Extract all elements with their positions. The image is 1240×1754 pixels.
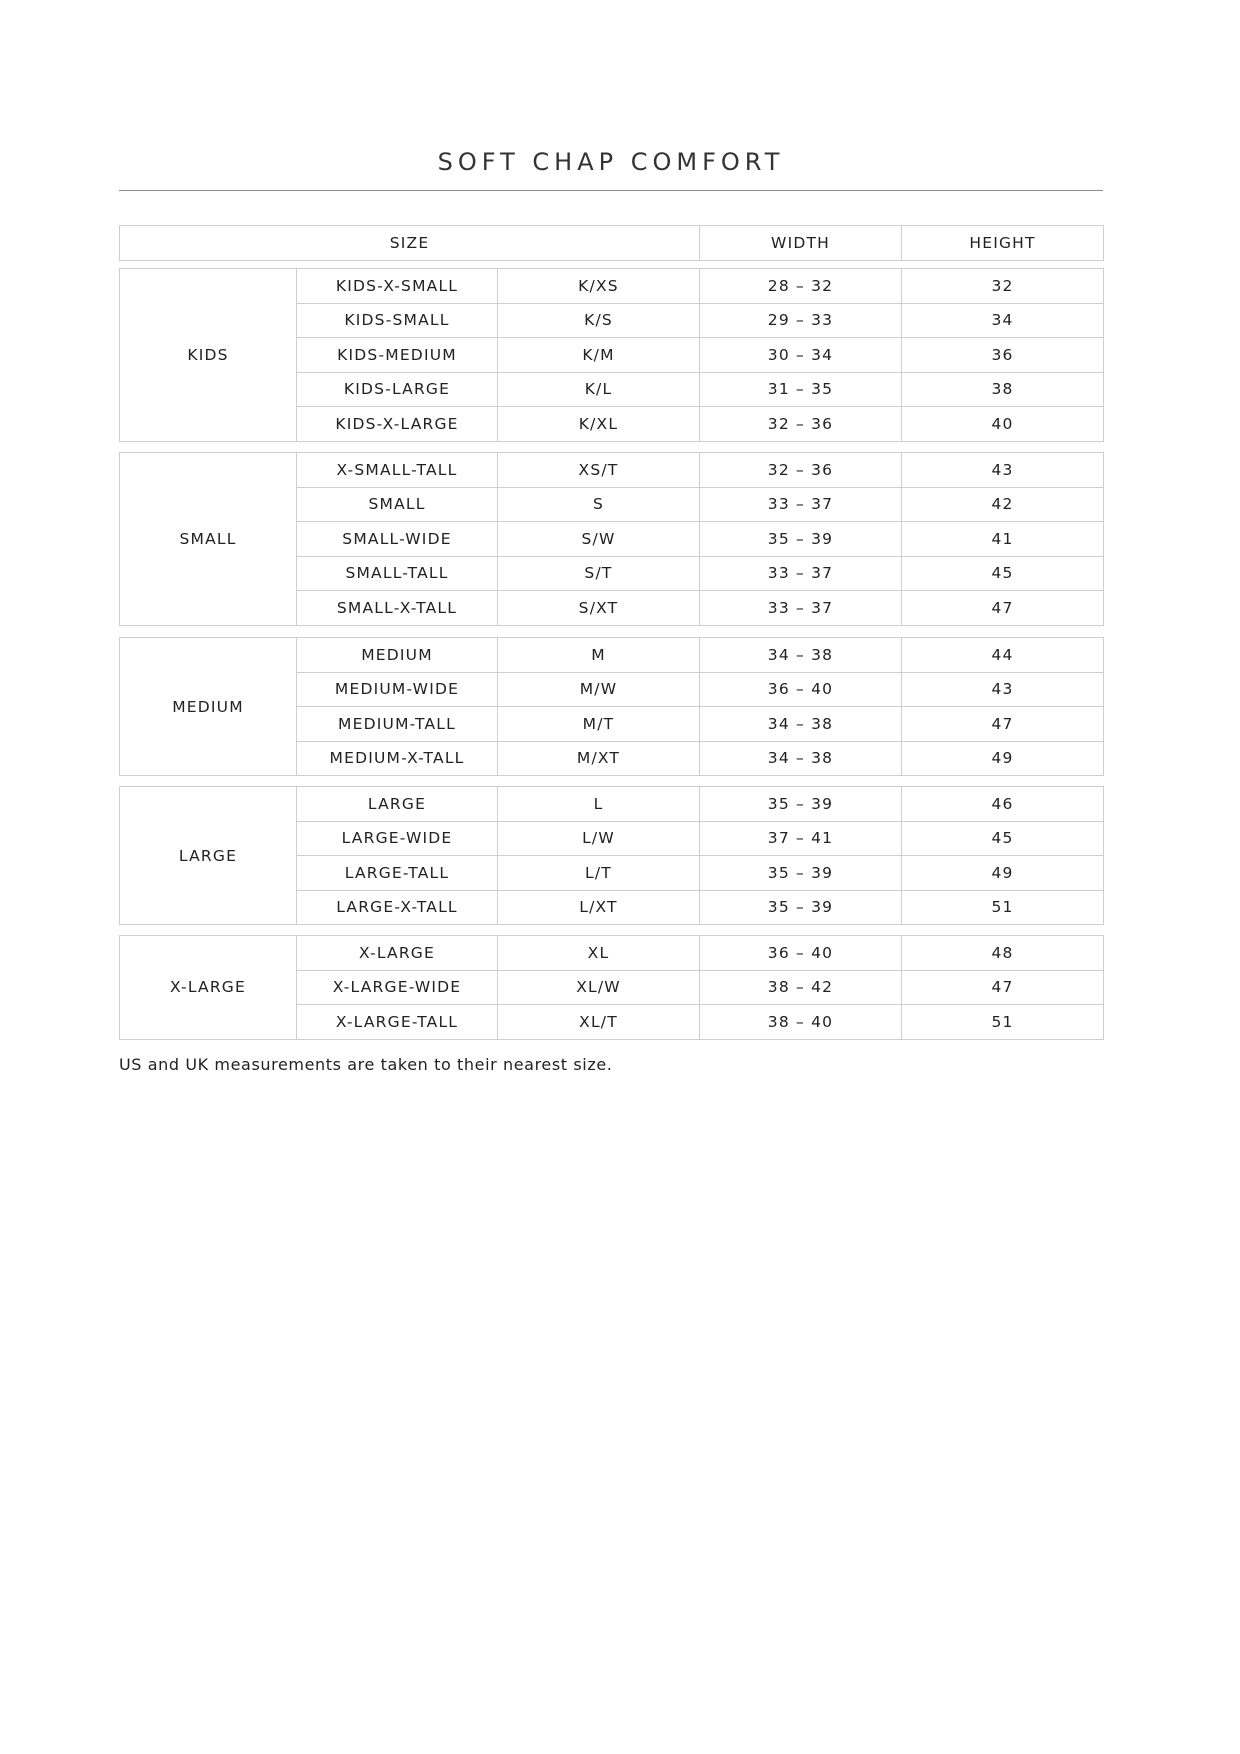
size-group-large [119,786,1104,925]
size-name: KIDS-X-LARGE [297,407,498,442]
size-name: X-LARGE-WIDE [297,970,498,1005]
size-code: L/T [498,856,700,891]
group-label: SMALL [120,453,297,626]
height-value: 43 [902,453,1104,488]
size-code: M/T [498,707,700,742]
size-code: S [498,487,700,522]
size-group-x-large [119,935,1104,1040]
size-name: LARGE-TALL [297,856,498,891]
height-value: 32 [902,269,1104,304]
size-code: K/XL [498,407,700,442]
group-label: MEDIUM [120,638,297,776]
height-value: 51 [902,1005,1104,1040]
height-value: 46 [902,787,1104,822]
size-code: S/W [498,522,700,557]
height-value: 40 [902,407,1104,442]
header-row [120,226,1104,261]
group-label: KIDS [120,269,297,442]
height-value: 47 [902,707,1104,742]
size-name: KIDS-MEDIUM [297,338,498,373]
size-code: XL/T [498,1005,700,1040]
width-value: 36 – 40 [700,936,902,971]
size-group-kids [119,268,1104,442]
width-value: 36 – 40 [700,672,902,707]
height-value: 36 [902,338,1104,373]
height-value: 43 [902,672,1104,707]
table-row [120,936,1104,971]
size-code: K/M [498,338,700,373]
size-name: X-LARGE-TALL [297,1005,498,1040]
width-value: 33 – 37 [700,556,902,591]
size-name: LARGE [297,787,498,822]
size-name: SMALL-WIDE [297,522,498,557]
height-value: 47 [902,591,1104,626]
width-value: 29 – 33 [700,303,902,338]
size-name: MEDIUM-X-TALL [297,741,498,776]
table-row [120,787,1104,822]
height-value: 44 [902,638,1104,673]
width-value: 32 – 36 [700,407,902,442]
width-value: 34 – 38 [700,707,902,742]
size-name: MEDIUM-WIDE [297,672,498,707]
header-height: HEIGHT [902,226,1104,261]
size-name: X-LARGE [297,936,498,971]
width-value: 33 – 37 [700,591,902,626]
width-value: 34 – 38 [700,741,902,776]
size-name: LARGE-WIDE [297,821,498,856]
group-label: LARGE [120,787,297,925]
size-name: SMALL-X-TALL [297,591,498,626]
height-value: 42 [902,487,1104,522]
height-value: 41 [902,522,1104,557]
size-name: KIDS-X-SMALL [297,269,498,304]
size-code: XL [498,936,700,971]
size-name: SMALL-TALL [297,556,498,591]
width-value: 31 – 35 [700,372,902,407]
width-value: 35 – 39 [700,522,902,557]
height-value: 49 [902,741,1104,776]
size-name: MEDIUM-TALL [297,707,498,742]
size-code: M/XT [498,741,700,776]
size-group-small [119,452,1104,626]
table-row [120,453,1104,488]
size-code: L [498,787,700,822]
header-width: WIDTH [700,226,902,261]
width-value: 37 – 41 [700,821,902,856]
table-row [120,269,1104,304]
size-code: S/T [498,556,700,591]
size-code: K/XS [498,269,700,304]
page-title: SOFT CHAP COMFORT [437,148,785,176]
width-value: 32 – 36 [700,453,902,488]
size-code: L/W [498,821,700,856]
size-code: K/L [498,372,700,407]
table-row [120,638,1104,673]
size-code: S/XT [498,591,700,626]
width-value: 35 – 39 [700,787,902,822]
width-value: 33 – 37 [700,487,902,522]
title-divider [119,190,1103,191]
header-size: SIZE [120,226,700,261]
size-name: MEDIUM [297,638,498,673]
size-code: M [498,638,700,673]
size-name: LARGE-X-TALL [297,890,498,925]
size-name: X-SMALL-TALL [297,453,498,488]
width-value: 28 – 32 [700,269,902,304]
height-value: 51 [902,890,1104,925]
size-code: L/XT [498,890,700,925]
size-table-header [119,225,1104,261]
size-code: XL/W [498,970,700,1005]
width-value: 35 – 39 [700,890,902,925]
height-value: 45 [902,821,1104,856]
size-name: SMALL [297,487,498,522]
height-value: 34 [902,303,1104,338]
size-name: KIDS-SMALL [297,303,498,338]
width-value: 38 – 42 [700,970,902,1005]
group-label: X-LARGE [120,936,297,1040]
width-value: 30 – 34 [700,338,902,373]
footnote: US and UK measurements are taken to their nearest size. [119,1055,613,1074]
height-value: 49 [902,856,1104,891]
size-group-medium [119,637,1104,776]
size-code: K/S [498,303,700,338]
height-value: 45 [902,556,1104,591]
size-code: XS/T [498,453,700,488]
width-value: 34 – 38 [700,638,902,673]
width-value: 35 – 39 [700,856,902,891]
size-name: KIDS-LARGE [297,372,498,407]
height-value: 47 [902,970,1104,1005]
height-value: 38 [902,372,1104,407]
height-value: 48 [902,936,1104,971]
size-code: M/W [498,672,700,707]
width-value: 38 – 40 [700,1005,902,1040]
